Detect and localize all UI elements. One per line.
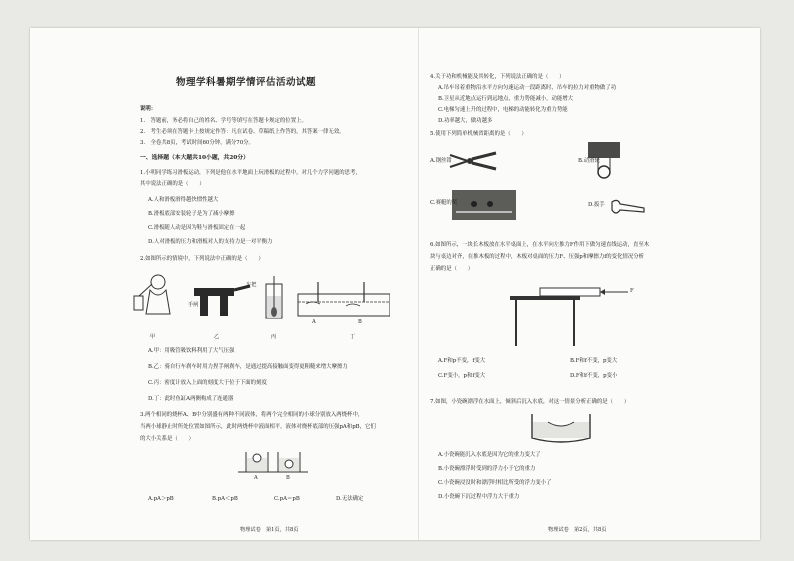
q1-stem: 1.小明同学练习滑板运动，下列是他在水平地面上玩滑板的过程中，对几个力学问题的思考， bbox=[140, 170, 361, 176]
bike-brake-icon bbox=[194, 286, 250, 316]
q4-option: D.功率越大，做功越多 bbox=[438, 118, 493, 124]
q6-option: B.F和f不变，p变大 bbox=[570, 358, 618, 364]
page-footer: 物理试卷 第2页，共8页 bbox=[548, 527, 607, 533]
q1-option: B.滑板底部安装轮子是为了减小摩擦 bbox=[148, 211, 235, 217]
wrench-icon bbox=[610, 198, 646, 216]
q7-option: B.小瓷碗漂浮时受到的浮力小于它的重力 bbox=[438, 466, 536, 472]
label-a: A bbox=[312, 319, 316, 325]
fish-tank-icon bbox=[298, 282, 390, 316]
exam-sheet bbox=[30, 28, 760, 540]
q5-option: D.扳手 bbox=[588, 202, 605, 208]
label-b: B bbox=[358, 319, 362, 325]
q1-option: D.人对滑板的压力和滑板对人的支持力是一对平衡力 bbox=[148, 239, 273, 245]
q6-option: C.F变小，p和f变大 bbox=[438, 373, 486, 379]
fold-line bbox=[418, 28, 419, 540]
q3-label-a: A bbox=[254, 475, 258, 481]
q3-option: C.pA＝pB bbox=[274, 496, 300, 502]
section-heading: 一、选择题（本大题共10小题，共20分） bbox=[140, 155, 249, 161]
label-hand-brake: 手闸 bbox=[188, 302, 199, 308]
q3-stem: 的大小关系是（ ） bbox=[140, 436, 194, 442]
q5-option: C.赛艇的桨 bbox=[430, 200, 458, 206]
q3-option: D.无法确定 bbox=[336, 496, 364, 502]
notice-line: 2. 考生必须在答题卡上按规定作答：凡在试卷、草稿纸上作答的，其答案一律无效。 bbox=[140, 129, 345, 135]
hydrometer-icon bbox=[266, 276, 282, 318]
q4-stem: 4.关于功和机械能及其转化，下列说法正确的是（ ） bbox=[430, 74, 565, 80]
q7-option: A.小瓷碗能沉入水底是因为它的重力变大了 bbox=[438, 452, 541, 458]
q4-option: A.吊车吊着重物沿水平方向匀速运动一段距离时，吊车的拉力对重物做了功 bbox=[438, 85, 617, 91]
q2-option: A.甲：用吸管吸饮料利用了大气压强 bbox=[148, 348, 235, 354]
q2-stem: 2.如图所示的情境中，下列说法中正确的是（ ） bbox=[140, 256, 264, 262]
fig-label-yi: 乙 bbox=[214, 334, 220, 340]
q2-option: C.丙：密度计放入上面的刻度大于位于下面的刻度 bbox=[148, 380, 267, 386]
q6-stem: 6.如图所示，一块长木板放在水平桌面上，在水平向左推力F作用下做匀速直线运动，直至木 bbox=[430, 242, 650, 248]
page-footer: 物理试卷 第1页，共8页 bbox=[240, 527, 299, 533]
rowing-boat-icon bbox=[452, 190, 516, 220]
notice-title: 说明： bbox=[140, 106, 157, 112]
q5-stem: 5.使用下列简单机械省距离的是（ ） bbox=[430, 131, 527, 137]
q5-option: B.动滑轮 bbox=[578, 158, 600, 164]
fig-label-bing: 丙 bbox=[271, 334, 277, 340]
fig-label-ding: 丁 bbox=[350, 334, 356, 340]
q4-option: C.电梯匀速上升的过程中，电梯的动能转化为重力势能 bbox=[438, 107, 568, 113]
page-title: 物理学科暑期学情评估活动试题 bbox=[176, 77, 317, 88]
notice-line: 3. 全卷共8页，考试时间60分钟，满分70分。 bbox=[140, 140, 254, 146]
q3-option: B.pA＜pB bbox=[212, 496, 238, 502]
floating-bowl-figure bbox=[530, 412, 592, 444]
q3-stem: 3.两个相同的烧杯A、B中分别盛有两种不同液体，将两个完全相同的小球分别放入两烧杯中， bbox=[140, 412, 364, 418]
fig-label-jia: 甲 bbox=[150, 334, 156, 340]
q6-table-figure bbox=[510, 280, 650, 350]
q3-beakers-figure bbox=[238, 446, 308, 476]
q7-option: C.小瓷碗浸没时和漂浮时相比所受的浮力变小了 bbox=[438, 480, 552, 486]
drinking-person-icon bbox=[134, 275, 170, 314]
q1-option: C.滑板随人动是因为鞋与滑板固定在一起 bbox=[148, 225, 246, 231]
q4-option: B.卫星从近地点运行到远地点，重力势能减小，动能增大 bbox=[438, 96, 574, 102]
label-handlebar: 车把 bbox=[246, 282, 257, 288]
q7-option: D.小瓷碗下沉过程中浮力大于重力 bbox=[438, 494, 520, 500]
pliers-icon bbox=[448, 149, 498, 173]
q2-option: B.乙：骑自行车刹车时用力捏手闸刹车，是通过提高接触面变得更粗糙来增大摩擦力 bbox=[148, 364, 348, 370]
q1-stem: 其中说法正确的是（ ） bbox=[140, 181, 205, 187]
q6-stem: 正确的是（ ） bbox=[430, 266, 474, 272]
q6-option: A.F和p不变，f变大 bbox=[438, 358, 486, 364]
q6-stem: 块与桌边对齐，在推木板的过程中，木板对桌面的压力F、压强p和摩擦力f的变化情况分析 bbox=[430, 254, 645, 260]
q5-option: A.钢丝钳 bbox=[430, 158, 452, 164]
notice-line: 1. 答题前，务必将自己的姓名、学号等填写在答题卡规定的位置上。 bbox=[140, 118, 307, 124]
q3-label-b: B bbox=[286, 475, 290, 481]
q7-stem: 7.如图，小瓷碗漂浮在水面上，倾斜后沉入水底，对这一情景分析正确的是（ ） bbox=[430, 399, 630, 405]
q1-option: A.人和滑板滑得越快惯性越大 bbox=[148, 197, 219, 203]
q2-figures bbox=[130, 270, 390, 332]
q2-option: D.丁：此时鱼缸A两侧构成了连通器 bbox=[148, 396, 234, 402]
force-label-f: F bbox=[630, 288, 634, 294]
q3-option: A.pA＞pB bbox=[148, 496, 174, 502]
q6-option: D.F和f不变，p变小 bbox=[570, 373, 618, 379]
q3-stem: 当两小球静止时所处位置如图所示，此时两烧杯中液面相平，液体对烧杯底部的压强pA和pB，它们 bbox=[140, 424, 376, 430]
